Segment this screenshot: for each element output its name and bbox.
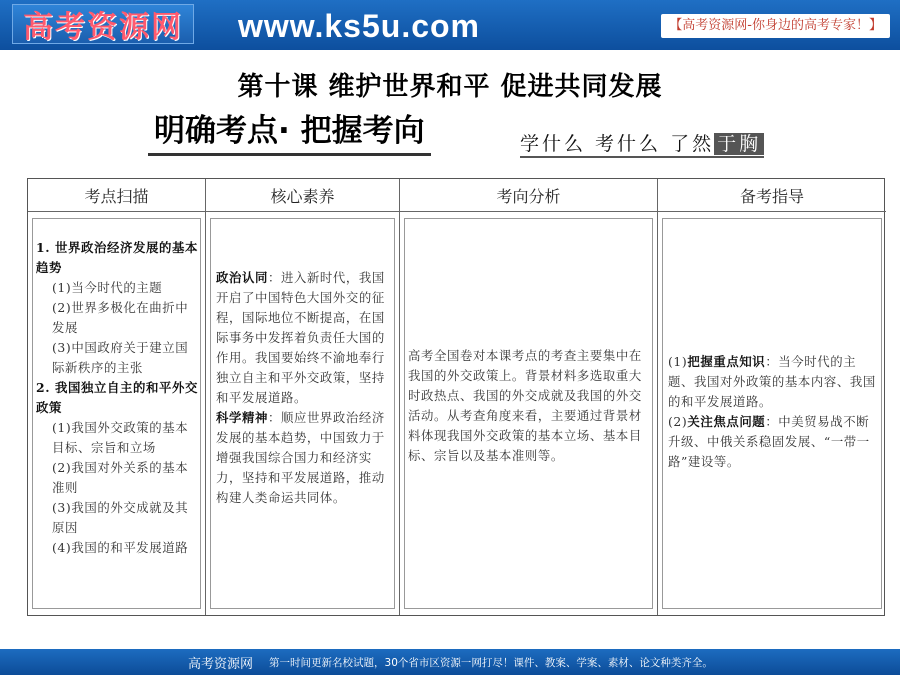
- header-core-literacy: 核心素养: [206, 179, 400, 212]
- prep-guide-content: [668, 352, 880, 472]
- subtitle-highlight: 于胸: [714, 133, 764, 155]
- footer-bar: [0, 649, 900, 675]
- header-prep-guide: 备考指导: [658, 179, 886, 212]
- core-literacy-content: [216, 268, 391, 508]
- guide-label-key-knowledge: 把握重点知识: [687, 354, 766, 369]
- cell-core-literacy: [206, 212, 400, 615]
- footer-brand[interactable]: 高考资源网: [188, 656, 254, 672]
- guide-label-hot-issues: 关注焦点问题: [687, 414, 766, 429]
- cell-exam-trend: [400, 212, 658, 615]
- site-slogan: 【高考资源网-你身边的高考专家！】: [661, 14, 890, 38]
- section-heading: [148, 106, 798, 156]
- literacy-text-science: ：顺应世界政治经济发展的基本趋势，中国致力于增强我国综合国力和经济实力，坚持和平发展道路，推动构建人类命运共同体。: [216, 410, 385, 505]
- section-main-title: 明确考点· 把握考向: [148, 106, 431, 156]
- guide-text-key-knowledge: ：当今时代的主题、我国对外政策的基本内容、我国的和平发展道路。: [668, 354, 876, 409]
- exam-point-item: (3)我国的外交成就及其原因: [52, 500, 189, 535]
- section-subtitle: [520, 132, 764, 158]
- exam-point-item: (4)我国的和平发展道路: [52, 540, 189, 555]
- exam-trend-text: 高考全国卷对本课考点的考查主要集中在我国的外交政策上。背景材料多选取重大时政热点、我国的外交成就及我国的外交活动。从考查角度来看，主要通过背景材料体现我国外交政策的基本立场、基本目标、宗旨以及基本准则等。: [408, 348, 642, 463]
- literacy-label-political: 政治认同: [216, 270, 268, 285]
- exam-point-item: (1)当今时代的主题: [52, 280, 163, 295]
- footer-info: 第一时间更新名校试题，30个省市区资源一网打尽！课件、教案、学案、素材、论文种类齐全。: [269, 656, 713, 669]
- site-logo[interactable]: [12, 4, 194, 44]
- top-banner: [0, 0, 900, 50]
- study-plan-table: [27, 178, 885, 616]
- header-exam-trend: 考向分析: [400, 179, 658, 212]
- header-exam-points: 考点扫描: [28, 179, 206, 212]
- literacy-text-political: ：进入新时代，我国开启了中国特色大国外交的征程，国际地位不断提高，在国际事务中发挥着负责任大国的作用。我国要始终不渝地奉行独立自主和平外交政策，坚持和平发展道路。: [216, 270, 385, 405]
- exam-point-heading-1: 1. 世界政治经济发展的基本趋势: [36, 240, 198, 275]
- cell-prep-guide: [658, 212, 886, 615]
- subtitle-text: 学什么 考什么 了然: [520, 133, 715, 155]
- logo-text: 高考资源网: [23, 10, 183, 45]
- guide-number-1: (1): [668, 354, 688, 369]
- cell-exam-points: [28, 212, 206, 615]
- site-url[interactable]: www.ks5u.com: [238, 8, 480, 44]
- exam-points-content: [36, 238, 199, 558]
- literacy-label-science: 科学精神: [216, 410, 268, 425]
- lesson-title: 第十课 维护世界和平 促进共同发展: [237, 72, 663, 102]
- exam-point-item: (2)我国对外关系的基本准则: [52, 460, 189, 495]
- guide-text-hot-issues: ：中美贸易战不断升级、中俄关系稳固发展、“一带一路”建设等。: [668, 414, 870, 469]
- exam-point-item: (1)我国外交政策的基本目标、宗旨和立场: [52, 420, 189, 455]
- guide-number-2: (2): [668, 414, 688, 429]
- exam-point-item: (3)中国政府关于建立国际新秩序的主张: [52, 340, 189, 375]
- exam-point-item: (2)世界多极化在曲折中发展: [52, 300, 189, 335]
- exam-point-heading-2: 2. 我国独立自主的和平外交政策: [36, 380, 198, 415]
